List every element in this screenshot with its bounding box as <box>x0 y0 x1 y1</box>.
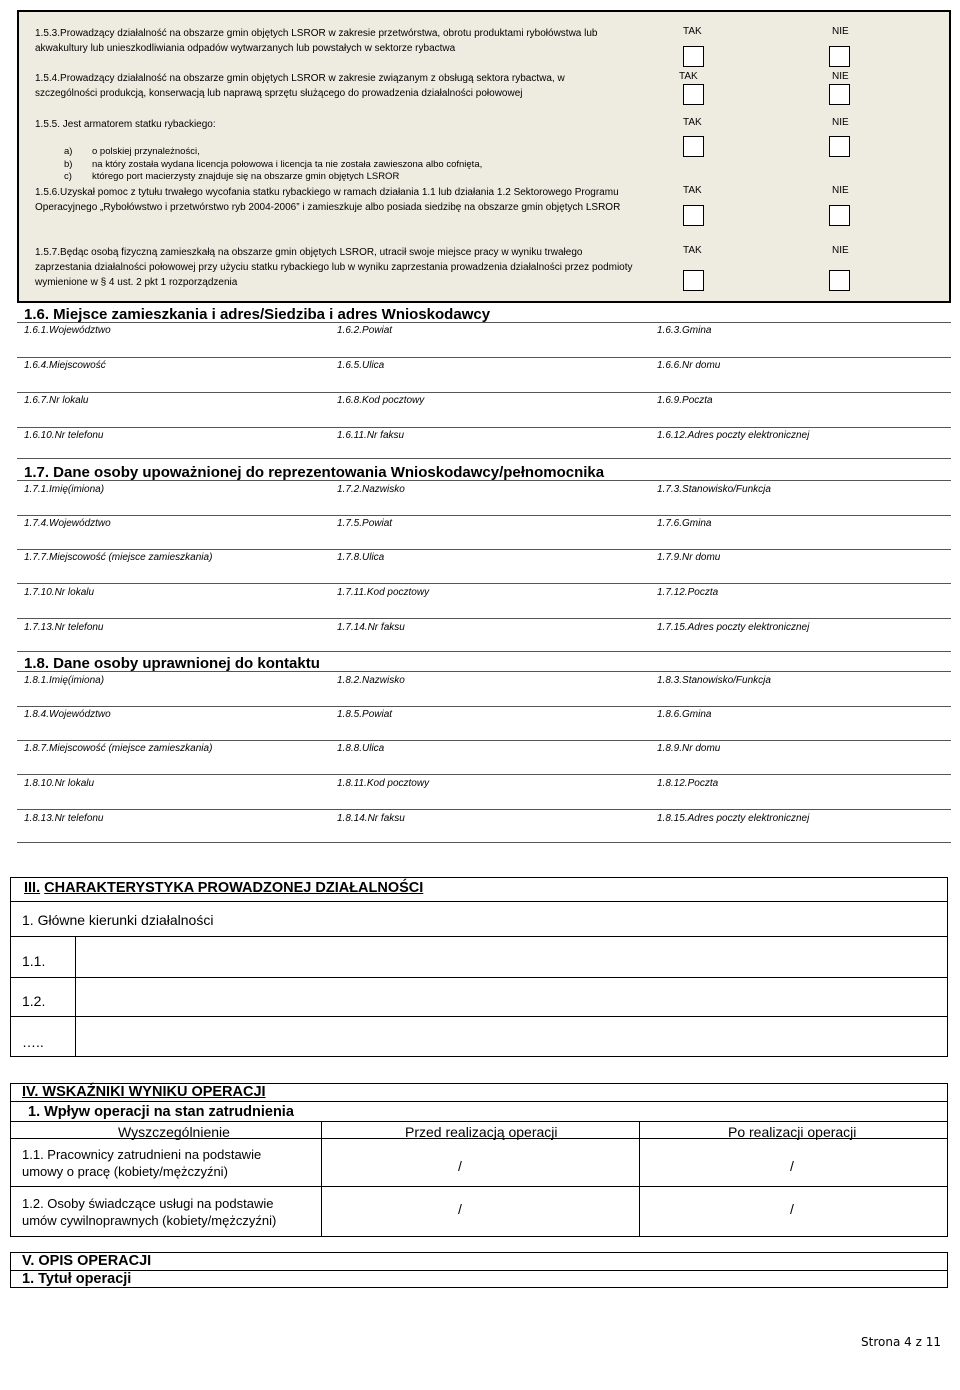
field-label[interactable]: 1.8.11.Kod pocztowy <box>337 778 430 789</box>
field-label[interactable]: 1.6.8.Kod pocztowy <box>337 395 425 406</box>
field-label[interactable]: 1.7.11.Kod pocztowy <box>337 587 430 598</box>
checkbox-1-5-7-no[interactable] <box>829 270 850 291</box>
activity-characteristics-table <box>10 877 948 1057</box>
field-label[interactable]: 1.7.7.Miejscowość (miejsce zamieszkania) <box>24 552 213 563</box>
field-label[interactable]: 1.7.8.Ulica <box>337 552 385 563</box>
field-label[interactable]: 1.6.5.Ulica <box>337 360 385 371</box>
section-III-title: III. CHARAKTERYSTYKA PROWADZONEJ DZIAŁALNOŚCI <box>24 880 424 896</box>
checkbox-1-5-3-yes[interactable] <box>683 46 704 67</box>
section-1-7-title: 1.7. Dane osoby upoważnionej do reprezentowania Wnioskodawcy/pełnomocnika <box>24 464 605 481</box>
field-label[interactable]: 1.8.7.Miejscowość (miejsce zamieszkania) <box>24 743 213 754</box>
main-directions-title: 1. Główne kierunki działalności <box>22 912 214 928</box>
field-label[interactable]: 1.8.9.Nr domu <box>657 743 721 754</box>
field-label[interactable]: 1.7.14.Nr faksu <box>337 622 405 633</box>
question-1-5-5: 1.5.5. Jest armatorem statku rybackiego: <box>35 119 216 130</box>
checkbox-1-5-6-no[interactable] <box>829 205 850 226</box>
field-label[interactable]: 1.8.13.Nr telefonu <box>24 813 104 824</box>
yes-label: TAK <box>683 185 702 196</box>
section-1-6-title: 1.6. Miejsce zamieszkania i adres/Siedziba i adres Wnioskodawcy <box>24 306 491 323</box>
field-label[interactable]: 1.7.9.Nr domu <box>657 552 721 563</box>
field-label[interactable]: 1.8.6.Gmina <box>657 709 712 720</box>
list-item: b) na który została wydana licencja połowowa i licencja ta nie została zawieszona albo cofnięta, <box>64 158 483 170</box>
activity-row-label: 1.2. <box>22 993 46 1009</box>
field-label[interactable]: 1.6.9.Poczta <box>657 395 713 406</box>
no-label: NIE <box>832 117 849 128</box>
field-label[interactable]: 1.7.2.Nazwisko <box>337 484 405 495</box>
question-1-5-7: 1.5.7.Będąc osobą fizyczną zamieszkałą na obszarze gmin objętych LSROR, utracił swoje miejsce pracy w wyniku trwałego zaprzestania działalności połowowej przy użyciu statku rybackiego lub w wyniku zaprzestania prowadzenia działalności przez podmioty wymienione w § 4 ust. 2 pkt 1 rozporządzenia <box>35 247 633 288</box>
yes-label: TAK <box>683 26 702 37</box>
field-label[interactable]: 1.8.2.Nazwisko <box>337 675 405 686</box>
no-label: NIE <box>832 185 849 196</box>
field-label[interactable]: 1.7.1.Imię(imiona) <box>24 484 105 495</box>
field-label[interactable]: 1.6.10.Nr telefonu <box>24 430 104 441</box>
list-item: c) którego port macierzysty znajduje się na obszarze gmin objętych LSROR <box>64 171 400 182</box>
field-label[interactable]: 1.8.1.Imię(imiona) <box>24 675 105 686</box>
page-number: Strona 4 z 11 <box>861 1335 942 1349</box>
after-value[interactable]: / <box>790 1201 794 1217</box>
section-V-title: V. OPIS OPERACJI <box>22 1253 152 1269</box>
field-label[interactable]: 1.8.12.Poczta <box>657 778 719 789</box>
activity-row-label: 1.1. <box>22 953 46 969</box>
contact-grid-1-8 <box>17 671 951 842</box>
column-header: Wyszczególnienie <box>118 1124 230 1140</box>
field-label[interactable]: 1.6.2.Powiat <box>337 325 393 336</box>
field-label[interactable]: 1.8.10.Nr lokalu <box>24 778 95 789</box>
row-label: 1.2. Osoby świadczące usługi na podstawie umów cywilnoprawnych (kobiety/mężczyźni) <box>22 1196 277 1228</box>
checkbox-1-5-4-yes[interactable] <box>683 84 704 105</box>
field-label[interactable]: 1.7.3.Stanowisko/Funkcja <box>657 484 771 495</box>
field-label[interactable]: 1.6.11.Nr faksu <box>337 430 405 441</box>
question-1-5-4: 1.5.4.Prowadzący działalność na obszarze gmin objętych LSROR w zakresie związanym z obsługą sektora rybactwa, w szczególności produkcją, konserwacją lub naprawą sprzętu służącego do prowadzenia działalności połowowej <box>35 73 565 99</box>
field-label[interactable]: 1.7.13.Nr telefonu <box>24 622 104 633</box>
checkbox-1-5-5-no[interactable] <box>829 136 850 157</box>
employment-impact-title: 1. Wpływ operacji na stan zatrudnienia <box>28 1104 294 1120</box>
field-label[interactable]: 1.8.4.Województwo <box>24 709 111 720</box>
checkbox-1-5-6-yes[interactable] <box>683 205 704 226</box>
field-label[interactable]: 1.7.10.Nr lokalu <box>24 587 95 598</box>
field-label[interactable]: 1.7.6.Gmina <box>657 518 712 529</box>
checkbox-1-5-7-yes[interactable] <box>683 270 704 291</box>
no-label: NIE <box>832 71 849 82</box>
row-label: 1.1. Pracownicy zatrudnieni na podstawie umowy o pracę (kobiety/mężczyźni) <box>22 1147 262 1179</box>
checkbox-1-5-5-yes[interactable] <box>683 136 704 157</box>
before-value[interactable]: / <box>458 1158 462 1174</box>
field-label[interactable]: 1.8.3.Stanowisko/Funkcja <box>657 675 771 686</box>
field-label[interactable]: 1.7.5.Powiat <box>337 518 393 529</box>
question-1-5-5-list <box>64 146 482 184</box>
section-1-8-title: 1.8. Dane osoby uprawnionej do kontaktu <box>24 655 320 672</box>
representative-grid-1-7 <box>17 480 951 650</box>
field-label[interactable]: 1.6.12.Adres poczty elektronicznej <box>657 430 810 441</box>
field-label[interactable]: 1.7.15.Adres poczty elektronicznej <box>657 622 810 633</box>
yes-label: TAK <box>683 117 702 128</box>
activity-row-label: ….. <box>22 1034 44 1050</box>
field-label[interactable]: 1.7.12.Poczta <box>657 587 719 598</box>
field-label[interactable]: 1.8.8.Ulica <box>337 743 385 754</box>
yes-label: TAK <box>683 245 702 256</box>
field-label[interactable]: 1.8.15.Adres poczty elektronicznej <box>657 813 810 824</box>
field-label[interactable]: 1.6.7.Nr lokalu <box>24 395 89 406</box>
eligibility-section-1-5 <box>17 10 951 303</box>
field-label[interactable]: 1.6.6.Nr domu <box>657 360 721 371</box>
field-label[interactable]: 1.6.4.Miejscowość <box>24 360 106 371</box>
column-header: Przed realizacją operacji <box>405 1124 558 1140</box>
no-label: NIE <box>832 245 849 256</box>
field-label[interactable]: 1.8.14.Nr faksu <box>337 813 405 824</box>
field-label[interactable]: 1.6.1.Województwo <box>24 325 111 336</box>
before-value[interactable]: / <box>458 1201 462 1217</box>
field-label[interactable]: 1.8.5.Powiat <box>337 709 393 720</box>
column-header: Po realizacji operacji <box>728 1124 857 1140</box>
operation-title-label: 1. Tytuł operacji <box>22 1271 132 1287</box>
no-label: NIE <box>832 26 849 37</box>
checkbox-1-5-3-no[interactable] <box>829 46 850 67</box>
list-item: a) o polskiej przynależności, <box>64 146 200 157</box>
field-label[interactable]: 1.6.3.Gmina <box>657 325 712 336</box>
after-value[interactable]: / <box>790 1158 794 1174</box>
field-label[interactable]: 1.7.4.Województwo <box>24 518 111 529</box>
address-grid-1-6 <box>17 322 951 459</box>
section-IV-title: IV. WSKAŹNIKI WYNIKU OPERACJI <box>22 1084 266 1100</box>
yes-label: TAK <box>679 71 698 82</box>
question-1-5-3: 1.5.3.Prowadzący działalność na obszarze gmin objętych LSROR w zakresie przetwórstwa, obrotu produktami rybołówstwa lub akwakultury lub unieszkodliwiania odpadów wytwarzanych lub powstałych w sektorze rybactwa <box>35 28 598 54</box>
question-1-5-6: 1.5.6.Uzyskał pomoc z tytułu trwałego wycofania statku rybackiego w ramach działania 1.1 lub działania 1.2 Sektorowego Programu Operacyjnego „Rybołówstwo i przetwórstwo ryb 2004-2006” i zamieszkuje albo posiada siedzibę na obszarze gmin objętych LSROR <box>35 187 621 213</box>
checkbox-1-5-4-no[interactable] <box>829 84 850 105</box>
